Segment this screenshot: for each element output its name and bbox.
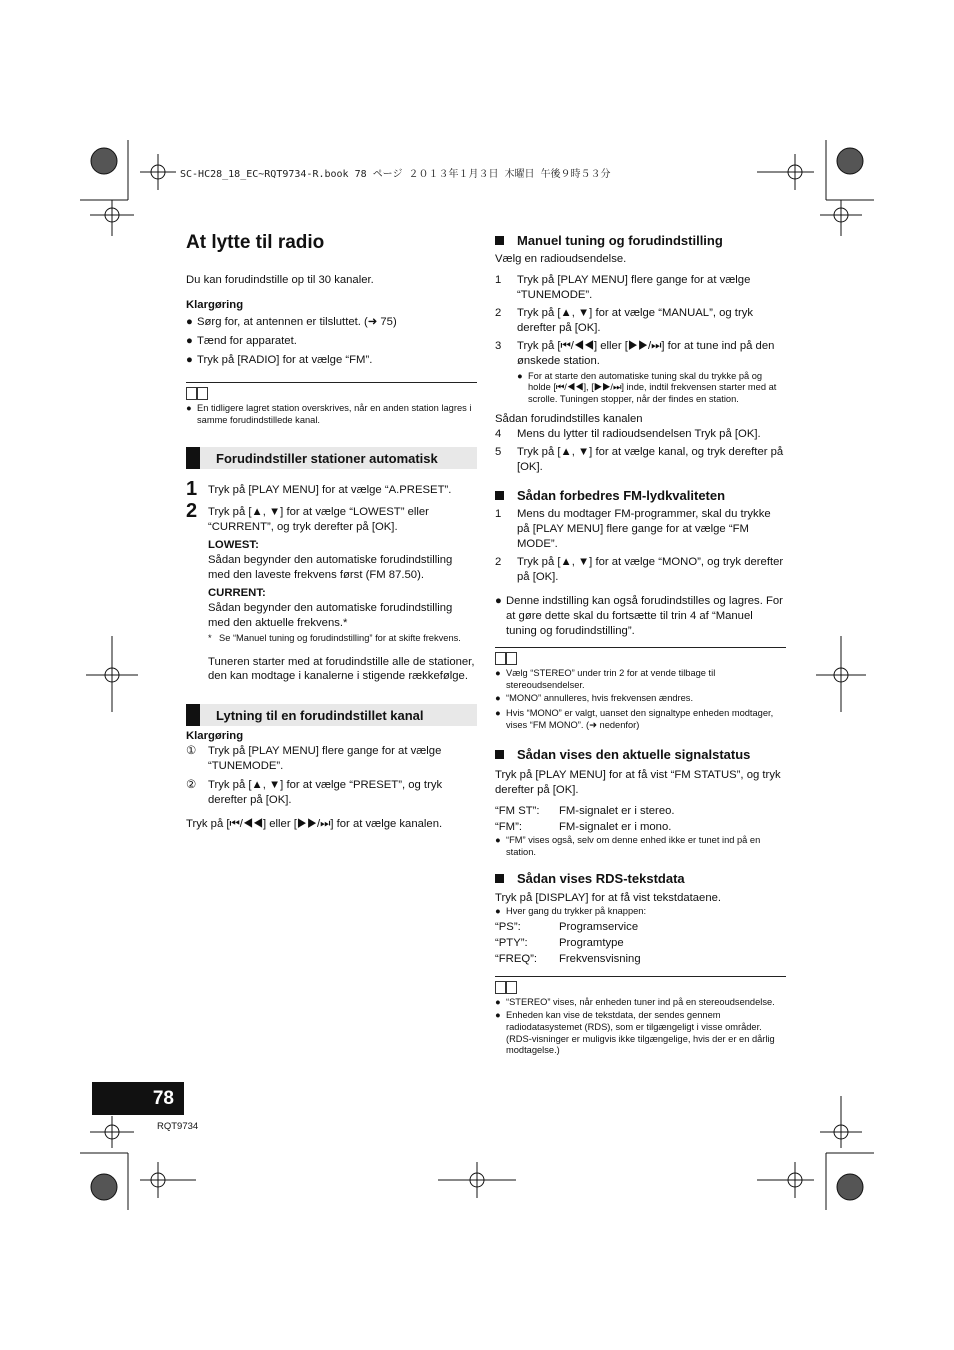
current-label: CURRENT: [208,586,266,599]
status-intro: Tryk på [PLAY MENU] for at få vist “FM STATUS”, og tryk derefter på [OK]. [495,768,781,796]
section-heading: Lytning til en forudindstillet kanal [186,704,477,726]
list-item: ● Denne indstilling kan også forudindstilles og lagres. For at gøre dette skal du fortsætte til trin 4 af “Manuel tuning og forudindstilling”. [495,595,783,638]
step-3: 3 Tryk på [⏮/◀◀] eller [▶▶/⏭] for at tune ind på den ønskede station. [495,339,775,367]
lowest-text: Sådan begynder den automatiske forudindstilling med den laveste frekvens først (FM 87.50). [208,554,453,582]
step-1: ① Tryk på [PLAY MENU] flere gange for at vælge “TUNEMODE”. [186,745,442,773]
section-heading: Manuel tuning og forudindstilling [495,232,786,249]
book-icon [186,387,208,400]
doc-code: RQT9734 [157,1121,199,1132]
list-item: ● Tryk på [RADIO] for at vælge “FM”. [186,353,373,366]
section-heading: Sådan forbedres FM-lydkvaliteten [495,487,786,504]
note-item: ● “MONO” annulleres, hvis frekvensen ændres. [495,692,694,703]
prep-heading: Klargøring [186,298,244,311]
prep-heading: Klargøring [186,730,244,743]
left-column [186,230,477,832]
def-row: “FREQ”: Frekvensvisning [495,952,641,965]
page-number: 78 [92,1082,184,1115]
note-item: ● Hvis “MONO” er valgt, uanset den signaltype enheden modtager, vises “FM MONO”. (➜ nedenfor) [495,707,774,730]
list-item: ● “FM” vises også, selv om denne enhed ikke er tunet ind på en station. [495,835,761,858]
step-1: 1 Tryk på [PLAY MENU] for at vælge “A.PRESET”. [186,478,452,501]
note-item: ● Enheden kan vise de tekstdata, der sendes gennem radiodatasystemet (RDS), som er tilgængeligt i visse områder. (RDS-visninger er muligvis ikke tilgængelige, hvis der er en dårlig modtagelse.) [495,1009,775,1056]
right-column [495,232,786,1057]
step-1: 1 Tryk på [PLAY MENU] flere gange for at vælge “TUNEMODE”. [495,274,751,301]
note-box [495,647,786,731]
list-item: ● Tænd for apparatet. [186,334,297,347]
list-item: ● Hver gang du trykker på knappen: [495,906,647,917]
footnote: * Se “Manuel tuning og forudindstilling” for at skifte frekvens. [208,632,461,643]
note-item: ● “STEREO” vises, når enheden tuner ind på en stereoudsendelse. [495,996,775,1007]
file-header: SC-HC28_18_EC~RQT9734-R.book 78 ページ ２０１３年１月３日 木曜日 午後９時５３分 [180,169,611,180]
step-5: 5 Tryk på [▲, ▼] for at vælge kanal, og tryk derefter på [OK]. [495,445,784,473]
book-icon [495,981,517,994]
book-icon [495,652,517,665]
lowest-label: LOWEST: [208,539,259,552]
preset-intro: Sådan forudindstilles kanalen [495,413,643,426]
list-item: ● Sørg for, at antennen er tilsluttet. (➜ 75) [186,315,397,328]
def-row: “PTY”: Programtype [495,937,624,950]
step-2: 2 Tryk på [▲, ▼] for at vælge “MONO”, og tryk derefter på [OK]. [495,555,784,583]
note-box [186,382,477,427]
note-item: ● En tidligere lagret station overskrives, når en anden station lagres i samme forudindstillede kanal. [186,402,472,425]
step-2: 2 Tryk på [▲, ▼] for at vælge “LOWEST” eller “CURRENT”, og tryk derefter på [OK]. [186,500,429,534]
section-heading: Sådan vises den aktuelle signalstatus [495,746,786,763]
section-heading: Sådan vises RDS-tekstdata [495,870,786,887]
def-row: “PS”: Programservice [495,921,639,934]
auto-after-text: Tuneren starter med at forudindstille alle de stationer, den kan modtage i kanalerne i stigende rækkefølge. [208,655,475,683]
def-row: “FM”: FM-signalet er i mono. [495,820,672,833]
current-text: Sådan begynder den automatiske forudindstilling med den aktuelle frekvens.* [208,601,453,629]
sub-bullet: ● For at starte den automatiske tuning skal du trykke på og holde [⏮/◀◀], [▶▶/⏭] inde, indtil frekvensen starter med at scrolle. Tuningen stopper, når der findes en station. [517,370,777,405]
step-4: 4 Mens du lytter til radioudsendelsen Tryk på [OK]. [495,428,761,441]
step-2: ② Tryk på [▲, ▼] for at vælge “PRESET”, og tryk derefter på [OK]. [186,779,443,806]
manual-intro: Vælg en radioudsendelse. [495,253,627,266]
preset-after-text: Tryk på [⏮/◀◀] eller [▶▶/⏭] for at vælge kanalen. [186,817,443,830]
step-1: 1 Mens du modtager FM-programmer, skal du trykke på [PLAY MENU] flere gange for at vælge “FM MODE”. [495,507,771,550]
section-heading: Forudindstiller stationer automatisk [186,447,477,469]
step-2: 2 Tryk på [▲, ▼] for at vælge “MANUAL”, og tryk derefter på [OK]. [495,306,754,334]
note-box [495,976,786,1057]
def-row: “FM ST”: FM-signalet er i stereo. [495,804,675,817]
intro-text: Du kan forudindstille op til 30 kanaler. [186,274,374,287]
rds-intro: Tryk på [DISPLAY] for at få vist tekstdataene. [495,892,722,905]
note-item: ● Vælg “STEREO” under trin 2 for at vende tilbage til stereoudsendelser. [495,668,716,691]
page-title: At lytte til radio [186,232,325,253]
